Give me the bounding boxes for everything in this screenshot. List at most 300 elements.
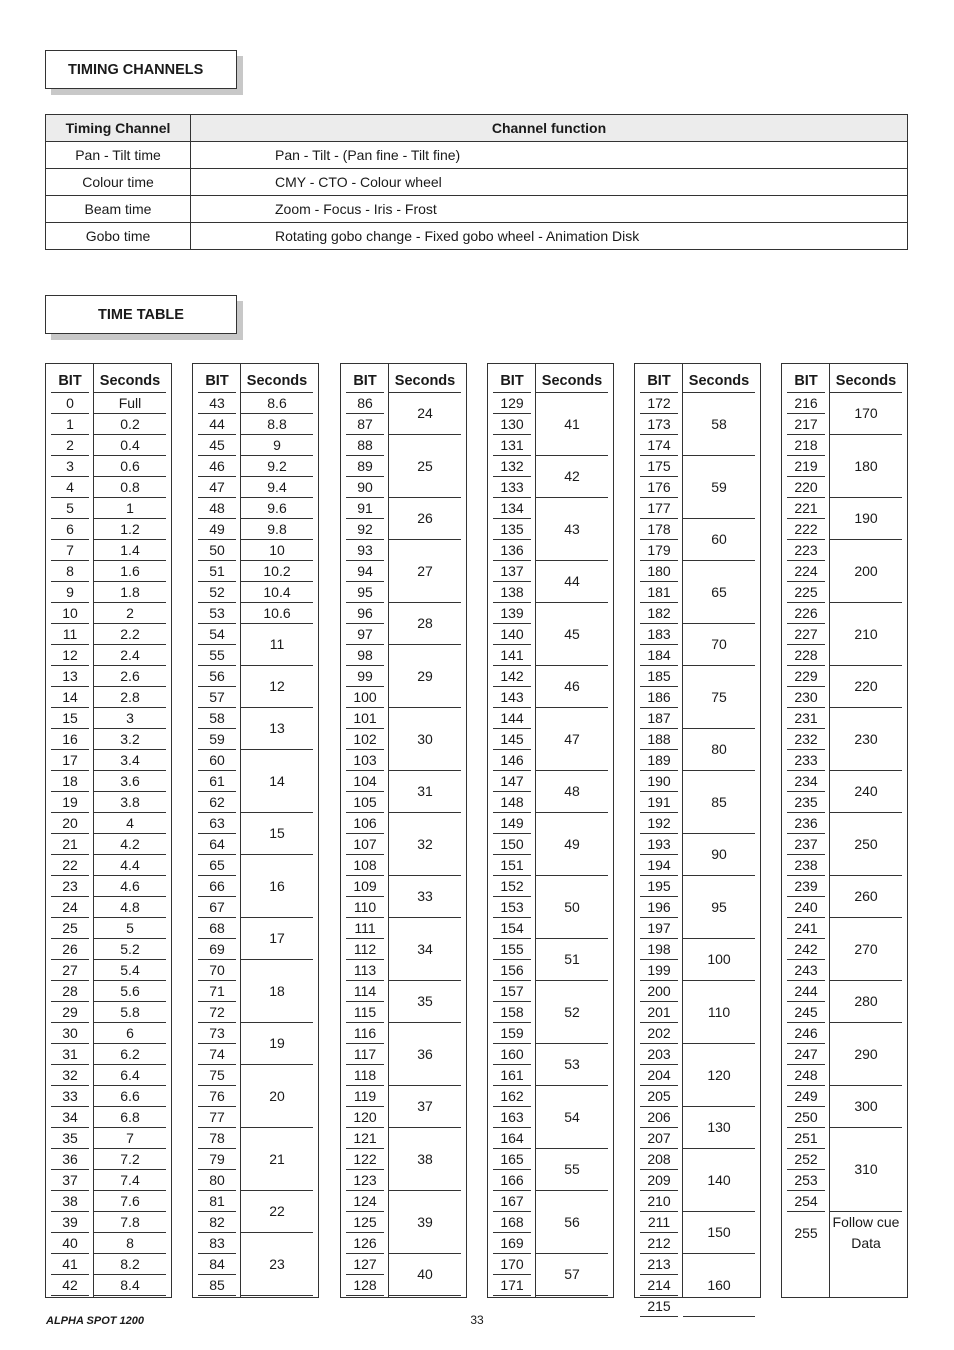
bit-value: 42	[51, 1275, 89, 1296]
bit-value: 119	[346, 1086, 384, 1107]
bit-value: 55	[198, 645, 236, 666]
bit-value: 217	[787, 414, 825, 435]
bit-value: 149	[493, 813, 531, 834]
seconds-value: 58	[683, 393, 755, 456]
bit-header: BIT	[346, 370, 384, 393]
seconds-value: 6.2	[94, 1044, 166, 1065]
seconds-value: 0.8	[94, 477, 166, 498]
seconds-value: 0.4	[94, 435, 166, 456]
seconds-value: 7	[94, 1128, 166, 1149]
bit-value: 102	[346, 729, 384, 750]
header-channel-function: Channel function	[191, 115, 908, 142]
seconds-value: 20	[241, 1065, 313, 1128]
bit-value: 28	[51, 981, 89, 1002]
bit-value: 135	[493, 519, 531, 540]
bit-value: 75	[198, 1065, 236, 1086]
bit-value: 214	[640, 1275, 678, 1296]
seconds-value: 15	[241, 813, 313, 855]
bit-value: 178	[640, 519, 678, 540]
bit-value: 69	[198, 939, 236, 960]
bit-value: 250	[787, 1107, 825, 1128]
bit-value: 201	[640, 1002, 678, 1023]
seconds-value: 12	[241, 666, 313, 708]
seconds-value: 2.2	[94, 624, 166, 645]
bit-value: 58	[198, 708, 236, 729]
bit-value: 33	[51, 1086, 89, 1107]
seconds-value: 25	[389, 435, 461, 498]
bit-value: 50	[198, 540, 236, 561]
bit-value: 83	[198, 1233, 236, 1254]
bit-value: 29	[51, 1002, 89, 1023]
bit-value: 132	[493, 456, 531, 477]
bit-value: 181	[640, 582, 678, 603]
bit-value: 125	[346, 1212, 384, 1233]
bit-value: 228	[787, 645, 825, 666]
seconds-value: 280	[830, 981, 902, 1023]
bit-value: 26	[51, 939, 89, 960]
seconds-value: 95	[683, 876, 755, 939]
bit-value: 24	[51, 897, 89, 918]
bit-value: 236	[787, 813, 825, 834]
bit-value: 104	[346, 771, 384, 792]
seconds-value: 48	[536, 771, 608, 813]
bit-value: 32	[51, 1065, 89, 1086]
bit-value: 136	[493, 540, 531, 561]
seconds-value: 1.8	[94, 582, 166, 603]
bit-value: 152	[493, 876, 531, 897]
seconds-header: Seconds	[683, 370, 755, 393]
bit-value: 126	[346, 1233, 384, 1254]
time-table-column	[634, 363, 761, 1314]
bit-value: 218	[787, 435, 825, 456]
bit-value: 175	[640, 456, 678, 477]
seconds-value: 50	[536, 876, 608, 939]
seconds-value: 0.2	[94, 414, 166, 435]
bit-value: 212	[640, 1233, 678, 1254]
seconds-value: 24	[389, 393, 461, 435]
seconds-value: 220	[830, 666, 902, 708]
bit-value: 63	[198, 813, 236, 834]
bit-value: 89	[346, 456, 384, 477]
bit-value: 59	[198, 729, 236, 750]
bit-value: 240	[787, 897, 825, 918]
seconds-value: 21	[241, 1128, 313, 1191]
bit-value: 173	[640, 414, 678, 435]
bit-value: 255	[794, 1225, 818, 1241]
bit-value: 76	[198, 1086, 236, 1107]
seconds-value: 0.6	[94, 456, 166, 477]
bit-value: 1	[51, 414, 89, 435]
bit-value: 90	[346, 477, 384, 498]
bit-value: 146	[493, 750, 531, 771]
bit-value: 244	[787, 981, 825, 1002]
bit-value: 100	[346, 687, 384, 708]
bit-value: 34	[51, 1107, 89, 1128]
bit-value: 156	[493, 960, 531, 981]
bit-value: 5	[51, 498, 89, 519]
seconds-value: 2.4	[94, 645, 166, 666]
bit-value: 62	[198, 792, 236, 813]
table-row	[46, 169, 908, 196]
seconds-value: 8.4	[94, 1275, 166, 1296]
bit-value: 186	[640, 687, 678, 708]
channel-function-cell: Zoom - Focus - Iris - Frost	[191, 196, 908, 223]
section-title-timing-channels: TIMING CHANNELS	[45, 50, 237, 89]
seconds-value: 9.4	[241, 477, 313, 498]
seconds-value: 3	[94, 708, 166, 729]
seconds-value: 9.6	[241, 498, 313, 519]
bit-value: 158	[493, 1002, 531, 1023]
bit-value: 162	[493, 1086, 531, 1107]
bit-value: 235	[787, 792, 825, 813]
bit-value: 6	[51, 519, 89, 540]
bit-value: 78	[198, 1128, 236, 1149]
bit-value: 210	[640, 1191, 678, 1212]
seconds-value: 270	[830, 918, 902, 981]
seconds-value: 120	[683, 1044, 755, 1107]
bit-value: 234	[787, 771, 825, 792]
seconds-value: 2	[94, 603, 166, 624]
bit-value: 229	[787, 666, 825, 687]
bit-value: 120	[346, 1107, 384, 1128]
bit-value: 215	[640, 1296, 678, 1317]
table-row	[46, 196, 908, 223]
seconds-value: 44	[536, 561, 608, 603]
seconds-value: 310	[830, 1128, 902, 1212]
seconds-header: Seconds	[830, 370, 902, 393]
time-table-column	[781, 363, 908, 1298]
bit-value: 60	[198, 750, 236, 771]
seconds-value: 210	[830, 603, 902, 666]
bit-value: 251	[787, 1128, 825, 1149]
seconds-value: 14	[241, 750, 313, 813]
bit-value: 179	[640, 540, 678, 561]
seconds-value: 9.2	[241, 456, 313, 477]
seconds-value: 85	[683, 771, 755, 834]
bit-value: 27	[51, 960, 89, 981]
seconds-value: 4.6	[94, 876, 166, 897]
bit-value: 142	[493, 666, 531, 687]
bit-value: 188	[640, 729, 678, 750]
bit-value: 151	[493, 855, 531, 876]
bit-value: 8	[51, 561, 89, 582]
seconds-value: 8.2	[94, 1254, 166, 1275]
bit-value: 204	[640, 1065, 678, 1086]
bit-value: 122	[346, 1149, 384, 1170]
seconds-value: 3.6	[94, 771, 166, 792]
seconds-value: 150	[683, 1212, 755, 1254]
seconds-value: 5.2	[94, 939, 166, 960]
bit-value: 123	[346, 1170, 384, 1191]
bit-value: 109	[346, 876, 384, 897]
bit-value: 72	[198, 1002, 236, 1023]
bit-value: 106	[346, 813, 384, 834]
bit-value: 40	[51, 1233, 89, 1254]
seconds-value: 30	[389, 708, 461, 771]
bit-value: 113	[346, 960, 384, 981]
seconds-value: 8	[94, 1233, 166, 1254]
bit-value: 219	[787, 456, 825, 477]
bit-value: 193	[640, 834, 678, 855]
bit-value: 91	[346, 498, 384, 519]
bit-value: 176	[640, 477, 678, 498]
bit-value: 197	[640, 918, 678, 939]
seconds-value: 60	[683, 519, 755, 561]
bit-value: 17	[51, 750, 89, 771]
bit-value: 111	[346, 918, 384, 939]
bit-value: 128	[346, 1275, 384, 1296]
timing-channel-cell: Gobo time	[46, 223, 191, 250]
seconds-value: 29	[389, 645, 461, 708]
header-timing-channel: Timing Channel	[46, 115, 191, 142]
bit-value: 208	[640, 1149, 678, 1170]
bit-value: 64	[198, 834, 236, 855]
bit-value: 174	[640, 435, 678, 456]
bit-value: 16	[51, 729, 89, 750]
bit-value: 23	[51, 876, 89, 897]
bit-value: 216	[787, 393, 825, 414]
seconds-value: 5.8	[94, 1002, 166, 1023]
seconds-value: 3.2	[94, 729, 166, 750]
seconds-value: 5	[94, 918, 166, 939]
bit-value: 18	[51, 771, 89, 792]
bit-value: 97	[346, 624, 384, 645]
bit-value: 11	[51, 624, 89, 645]
seconds-value: 140	[683, 1149, 755, 1212]
seconds-value: 130	[683, 1107, 755, 1149]
seconds-value: 49	[536, 813, 608, 876]
bit-value: 138	[493, 582, 531, 603]
bit-value: 159	[493, 1023, 531, 1044]
seconds-value: 75	[683, 666, 755, 729]
bit-value: 52	[198, 582, 236, 603]
seconds-value: Follow cue Data	[832, 1214, 900, 1251]
seconds-value: 17	[241, 918, 313, 960]
bit-value: 31	[51, 1044, 89, 1065]
bit-value: 192	[640, 813, 678, 834]
seconds-value: 36	[389, 1023, 461, 1086]
seconds-value: 160	[683, 1254, 755, 1317]
bit-value: 37	[51, 1170, 89, 1191]
seconds-header: Seconds	[241, 370, 313, 393]
bit-value: 70	[198, 960, 236, 981]
bit-value: 81	[198, 1191, 236, 1212]
seconds-value: 56	[536, 1191, 608, 1254]
bit-value: 238	[787, 855, 825, 876]
bit-value: 103	[346, 750, 384, 771]
seconds-value: 40	[389, 1254, 461, 1296]
seconds-value: 41	[536, 393, 608, 456]
table-header-row	[46, 115, 908, 142]
seconds-value: 34	[389, 918, 461, 981]
bit-value: 87	[346, 414, 384, 435]
seconds-value: 250	[830, 813, 902, 876]
bit-value: 203	[640, 1044, 678, 1065]
seconds-value: 2.8	[94, 687, 166, 708]
seconds-value: 100	[683, 939, 755, 981]
seconds-value: 45	[536, 603, 608, 666]
bit-value: 144	[493, 708, 531, 729]
bit-value: 245	[787, 1002, 825, 1023]
seconds-value: 19	[241, 1023, 313, 1065]
bit-value: 207	[640, 1128, 678, 1149]
bit-value: 155	[493, 939, 531, 960]
bit-value: 7	[51, 540, 89, 561]
bit-header: BIT	[51, 370, 89, 393]
bit-value: 185	[640, 666, 678, 687]
bit-value: 249	[787, 1086, 825, 1107]
bit-value: 230	[787, 687, 825, 708]
bit-value: 252	[787, 1149, 825, 1170]
timing-channels-table	[45, 114, 908, 250]
bit-value: 80	[198, 1170, 236, 1191]
bit-value: 241	[787, 918, 825, 939]
seconds-value: 1.2	[94, 519, 166, 540]
bit-value: 36	[51, 1149, 89, 1170]
bit-value: 134	[493, 498, 531, 519]
bit-value: 110	[346, 897, 384, 918]
table-row	[46, 142, 908, 169]
seconds-value: 32	[389, 813, 461, 876]
bit-value: 206	[640, 1107, 678, 1128]
seconds-value: 4.2	[94, 834, 166, 855]
bit-value: 116	[346, 1023, 384, 1044]
seconds-value: 52	[536, 981, 608, 1044]
seconds-value: 190	[830, 498, 902, 540]
seconds-value: 47	[536, 708, 608, 771]
bit-value: 166	[493, 1170, 531, 1191]
seconds-value: 42	[536, 456, 608, 498]
bit-value: 167	[493, 1191, 531, 1212]
seconds-value: 22	[241, 1191, 313, 1233]
time-table-column	[340, 363, 467, 1298]
seconds-value: 1.6	[94, 561, 166, 582]
bit-value: 171	[493, 1275, 531, 1296]
seconds-value: 6.4	[94, 1065, 166, 1086]
seconds-value: 38	[389, 1128, 461, 1191]
bit-value: 9	[51, 582, 89, 603]
bit-value: 196	[640, 897, 678, 918]
seconds-value: 39	[389, 1191, 461, 1254]
bit-value: 77	[198, 1107, 236, 1128]
bit-value: 15	[51, 708, 89, 729]
bit-value: 190	[640, 771, 678, 792]
bit-value: 88	[346, 435, 384, 456]
bit-value: 227	[787, 624, 825, 645]
bit-value: 108	[346, 855, 384, 876]
bit-value: 246	[787, 1023, 825, 1044]
seconds-value: 5.6	[94, 981, 166, 1002]
bit-value: 199	[640, 960, 678, 981]
time-table-column	[192, 363, 319, 1298]
bit-value: 117	[346, 1044, 384, 1065]
bit-value: 170	[493, 1254, 531, 1275]
bit-value: 239	[787, 876, 825, 897]
bit-value: 168	[493, 1212, 531, 1233]
seconds-value: 70	[683, 624, 755, 666]
seconds-value: 54	[536, 1086, 608, 1149]
bit-value: 41	[51, 1254, 89, 1275]
bit-value: 14	[51, 687, 89, 708]
seconds-value: 26	[389, 498, 461, 540]
bit-value: 133	[493, 477, 531, 498]
bit-header: BIT	[493, 370, 531, 393]
bit-value: 4	[51, 477, 89, 498]
seconds-value: 1	[94, 498, 166, 519]
bit-value: 118	[346, 1065, 384, 1086]
bit-header: BIT	[640, 370, 678, 393]
bit-value: 68	[198, 918, 236, 939]
bit-value: 84	[198, 1254, 236, 1275]
seconds-value: 9.8	[241, 519, 313, 540]
bit-value: 226	[787, 603, 825, 624]
footer-product-name: ALPHA SPOT 1200	[46, 1315, 145, 1327]
bit-value: 44	[198, 414, 236, 435]
bit-value: 164	[493, 1128, 531, 1149]
bit-value: 184	[640, 645, 678, 666]
timing-channel-cell: Beam time	[46, 196, 191, 223]
bit-value: 191	[640, 792, 678, 813]
bit-value: 189	[640, 750, 678, 771]
bit-value: 45	[198, 435, 236, 456]
channel-function-cell: CMY - CTO - Colour wheel	[191, 169, 908, 196]
seconds-value: 43	[536, 498, 608, 561]
bit-value: 139	[493, 603, 531, 624]
seconds-value: 10.2	[241, 561, 313, 582]
bit-header: BIT	[787, 370, 825, 393]
seconds-value: 6.8	[94, 1107, 166, 1128]
bit-value: 39	[51, 1212, 89, 1233]
bit-value: 187	[640, 708, 678, 729]
bit-value: 10	[51, 603, 89, 624]
bit-value: 137	[493, 561, 531, 582]
bit-value: 25	[51, 918, 89, 939]
bit-value: 101	[346, 708, 384, 729]
seconds-value: 6	[94, 1023, 166, 1044]
bit-value: 195	[640, 876, 678, 897]
bit-value: 248	[787, 1065, 825, 1086]
bit-value: 205	[640, 1086, 678, 1107]
bit-value: 54	[198, 624, 236, 645]
bit-value: 21	[51, 834, 89, 855]
bit-value: 198	[640, 939, 678, 960]
bit-value: 200	[640, 981, 678, 1002]
seconds-value: 37	[389, 1086, 461, 1128]
bit-value: 177	[640, 498, 678, 519]
seconds-value: 260	[830, 876, 902, 918]
bit-value: 46	[198, 456, 236, 477]
bit-value: 66	[198, 876, 236, 897]
seconds-header: Seconds	[536, 370, 608, 393]
bit-value: 194	[640, 855, 678, 876]
bit-value: 129	[493, 393, 531, 414]
seconds-value: 200	[830, 540, 902, 603]
bit-value: 35	[51, 1128, 89, 1149]
bit-value: 140	[493, 624, 531, 645]
bit-value: 49	[198, 519, 236, 540]
bit-value: 38	[51, 1191, 89, 1212]
bit-value: 165	[493, 1149, 531, 1170]
bit-value: 209	[640, 1170, 678, 1191]
seconds-value: 11	[241, 624, 313, 666]
bit-value: 19	[51, 792, 89, 813]
bit-value: 160	[493, 1044, 531, 1065]
bit-value: 105	[346, 792, 384, 813]
bit-value: 223	[787, 540, 825, 561]
bit-value: 127	[346, 1254, 384, 1275]
seconds-value: 55	[536, 1149, 608, 1191]
bit-value: 57	[198, 687, 236, 708]
